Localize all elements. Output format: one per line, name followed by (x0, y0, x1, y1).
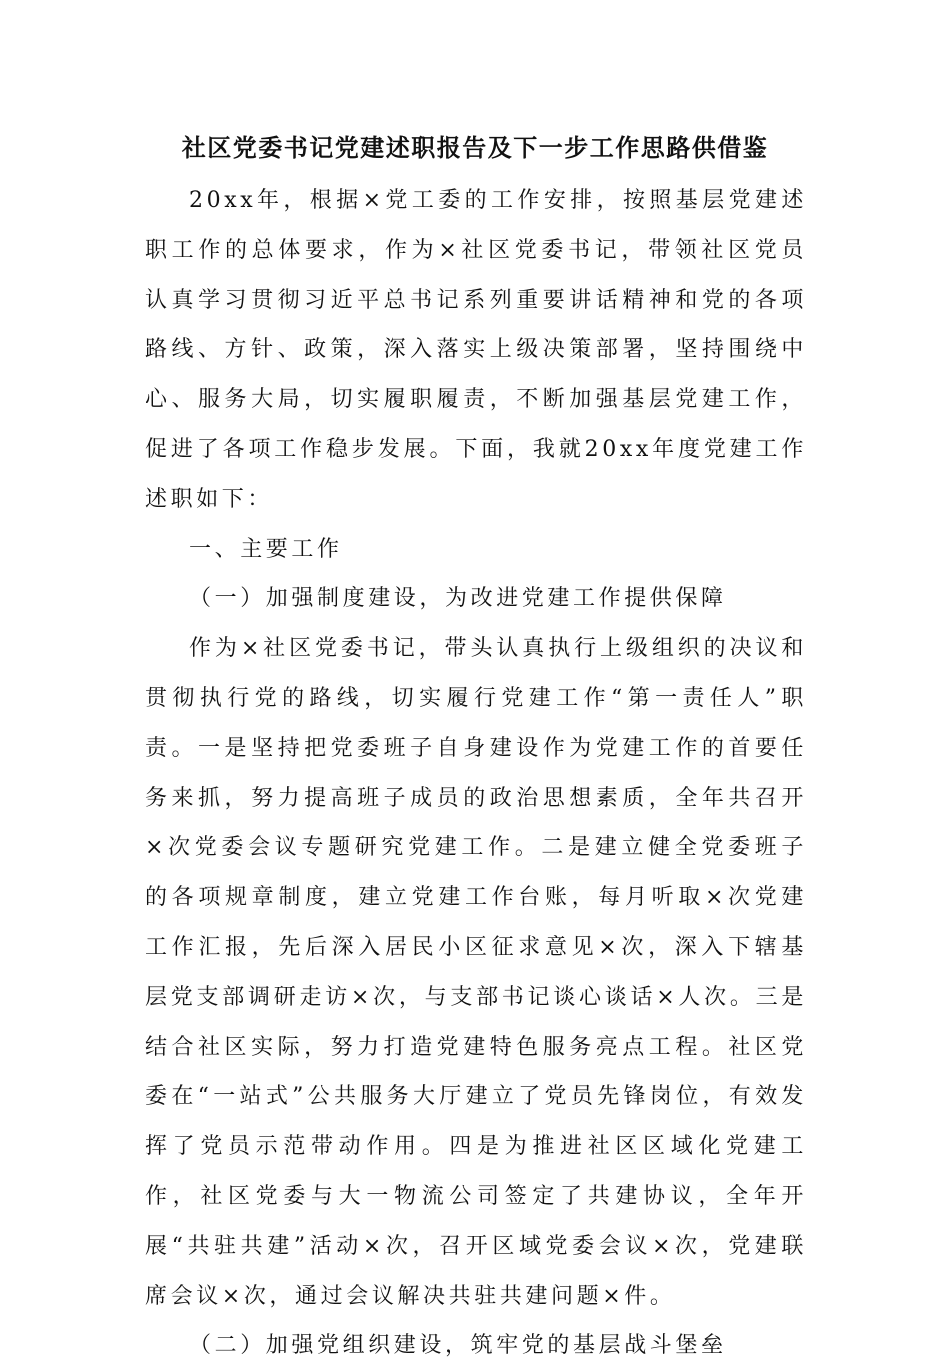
subsection-1-paragraph: 作为×社区党委书记，带头认真执行上级组织的决议和贯彻执行党的路线，切实履行党建工作“第一责任人”职责。一是坚持把党委班子自身建设作为党建工作的首要任务来抓，努力提高班子成员的政治思想素质，全年共召开×次党委会议专题研究党建工作。二是建立健全党委班子的各项规章制度，建立党建工作台账，每月听取×次党建工作汇报，先后深入居民小区征求意见×次，深入下辖基层党支部调研走访×次，与支部书记谈心谈话×人次。三是结合社区实际，努力打造党建特色服务亮点工程。社区党委在“一站式”公共服务大厅建立了党员先锋岗位，有效发挥了党员示范带动作用。四是为推进社区区域化党建工作，社区党委与大一物流公司签定了共建协议，全年开展“共驻共建”活动×次，召开区域党委会议×次，党建联席会议×次，通过会议解决共驻共建问题×件。 (145, 636, 807, 1309)
document-body (145, 176, 807, 1371)
intro-paragraph: 20xx年，根据×党工委的工作安排，按照基层党建述职工作的总体要求，作为×社区党委书记，带领社区党员认真学习贯彻习近平总书记系列重要讲话精神和党的各项路线、方针、政策，深入落实上级决策部署，坚持围绕中心、服务大局，切实履职履责，不断加强基层党建工作，促进了各项工作稳步发展。下面，我就20xx年度党建工作述职如下： (145, 188, 807, 512)
subsection-heading-2: （二）加强党组织建设，筑牢党的基层战斗堡垒 (189, 1333, 727, 1359)
document-title: 社区党委书记党建述职报告及下一步工作思路供借鉴 (181, 134, 769, 162)
subsection-heading-1: （一）加强制度建设，为改进党建工作提供保障 (189, 586, 727, 612)
section-heading-main-work: 一、主要工作 (189, 536, 343, 562)
